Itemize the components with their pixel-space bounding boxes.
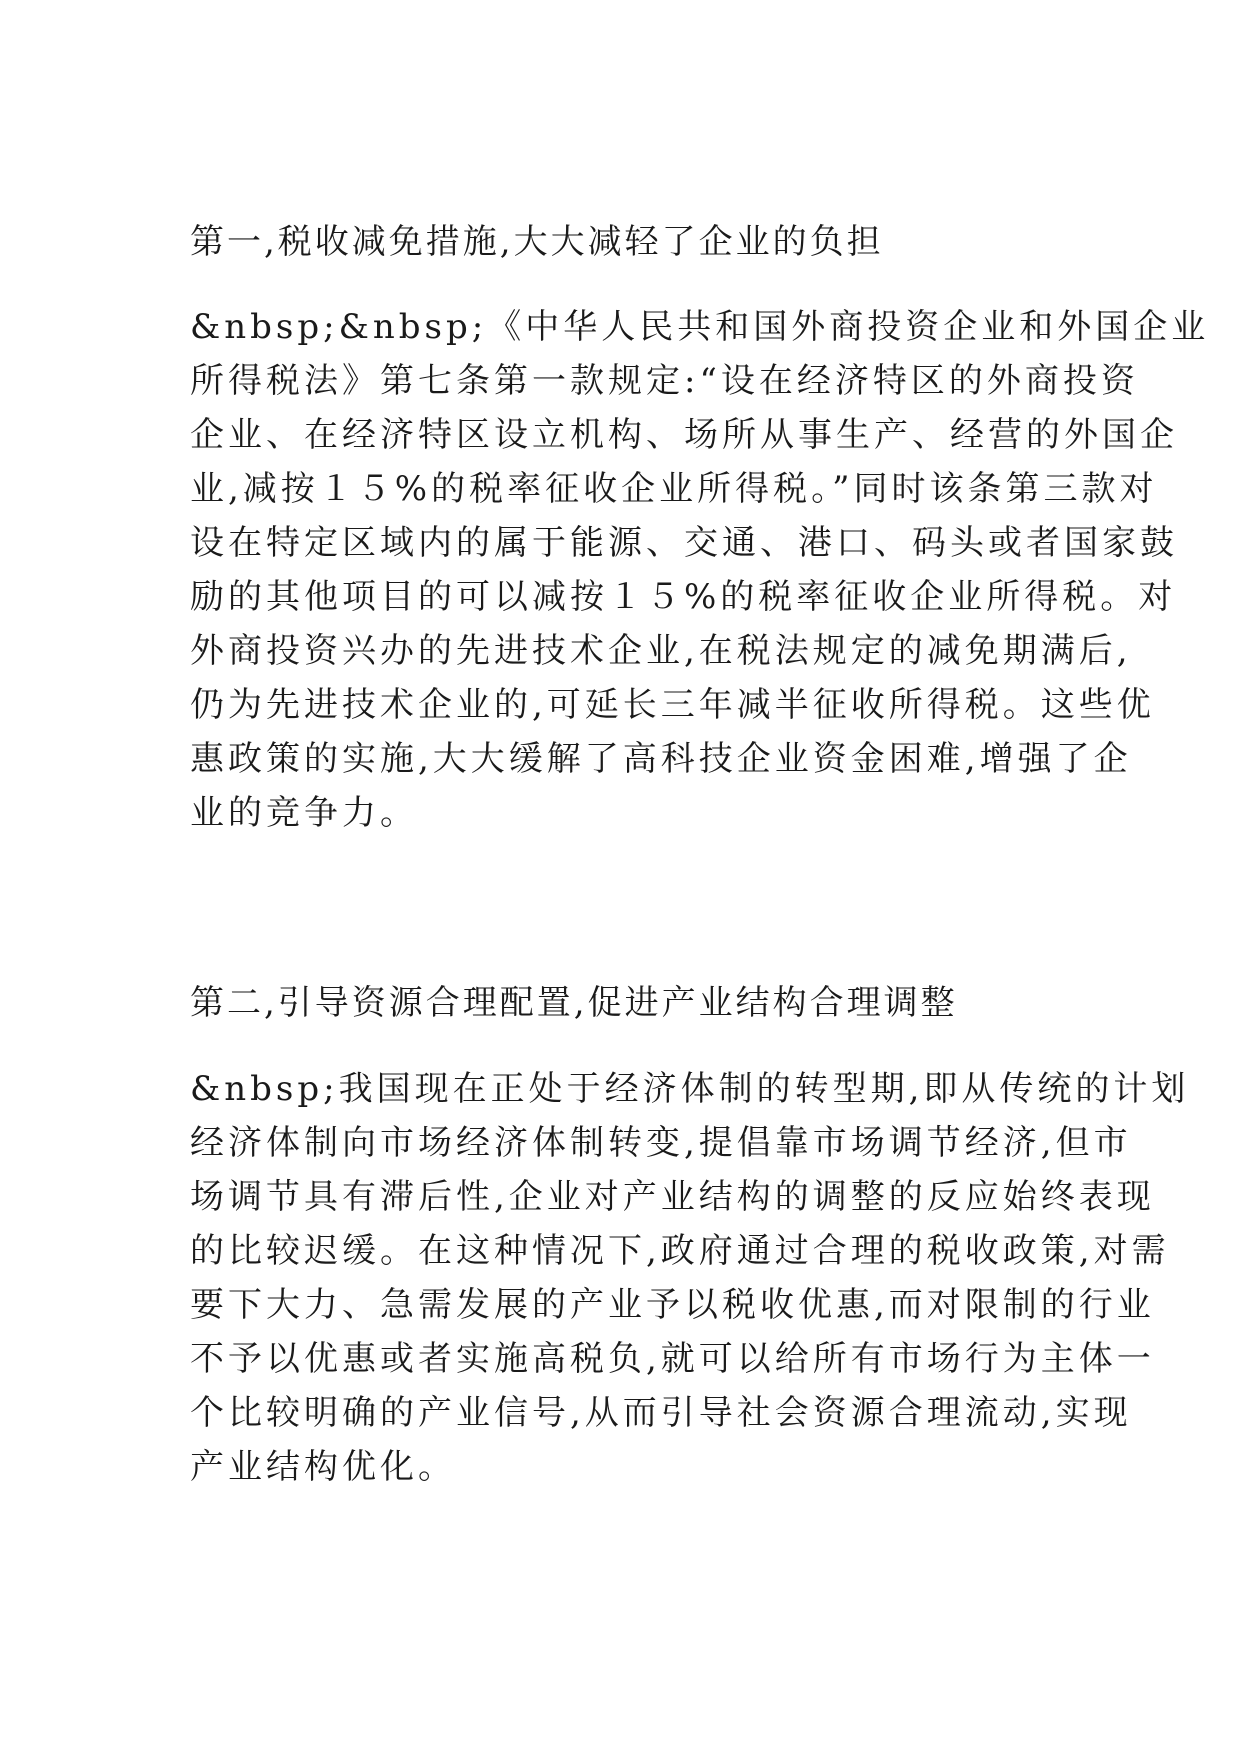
section-1-line-10: 业的竞争力。: [190, 793, 418, 833]
section-1-line-4: 业,减按１５%的税率征收企业所得税。”同时该条第三款对: [190, 469, 1158, 509]
section-2-line-5: 要下大力、急需发展的产业予以税收优惠,而对限制的行业: [190, 1285, 1155, 1325]
section-2-line-6: 不予以优惠或者实施高税负,就可以给所有市场行为主体一: [190, 1339, 1155, 1379]
section-2-line-4: 的比较迟缓。在这种情况下,政府通过合理的税收政策,对需: [190, 1231, 1170, 1271]
section-1-line-2: 所得税法》第七条第一款规定:“设在经济特区的外商投资: [190, 361, 1139, 401]
section-1-line-3: 企业、在经济特区设立机构、场所从事生产、经营的外国企: [190, 415, 1178, 455]
section-1-line-1: &nbsp;&nbsp;《中华人民共和国外商投资企业和外国企业: [190, 307, 1210, 347]
section-2-heading: 第二,引导资源合理配置,促进产业结构合理调整: [190, 983, 958, 1023]
section-2-line-8: 产业结构优化。: [190, 1447, 456, 1487]
section-2-line-2: 经济体制向市场经济体制转变,提倡靠市场调节经济,但市: [190, 1123, 1132, 1163]
section-1-line-9: 惠政策的实施,大大缓解了高科技企业资金困难,增强了企: [190, 739, 1132, 779]
section-2-line-1: &nbsp;我国现在正处于经济体制的转型期,即从传统的计划: [190, 1069, 1190, 1109]
section-1-line-6: 励的其他项目的可以减按１５%的税率征收企业所得税。对: [190, 577, 1177, 617]
section-1-heading: 第一,税收减免措施,大大减轻了企业的负担: [190, 222, 884, 262]
section-1-line-7: 外商投资兴办的先进技术企业,在税法规定的减免期满后,: [190, 631, 1132, 671]
section-2-line-3: 场调节具有滞后性,企业对产业结构的调整的反应始终表现: [190, 1177, 1155, 1217]
section-1-line-5: 设在特定区域内的属于能源、交通、港口、码头或者国家鼓: [190, 523, 1178, 563]
section-1-line-8: 仍为先进技术企业的,可延长三年减半征收所得税。这些优: [190, 685, 1155, 725]
section-2-line-7: 个比较明确的产业信号,从而引导社会资源合理流动,实现: [190, 1393, 1132, 1433]
